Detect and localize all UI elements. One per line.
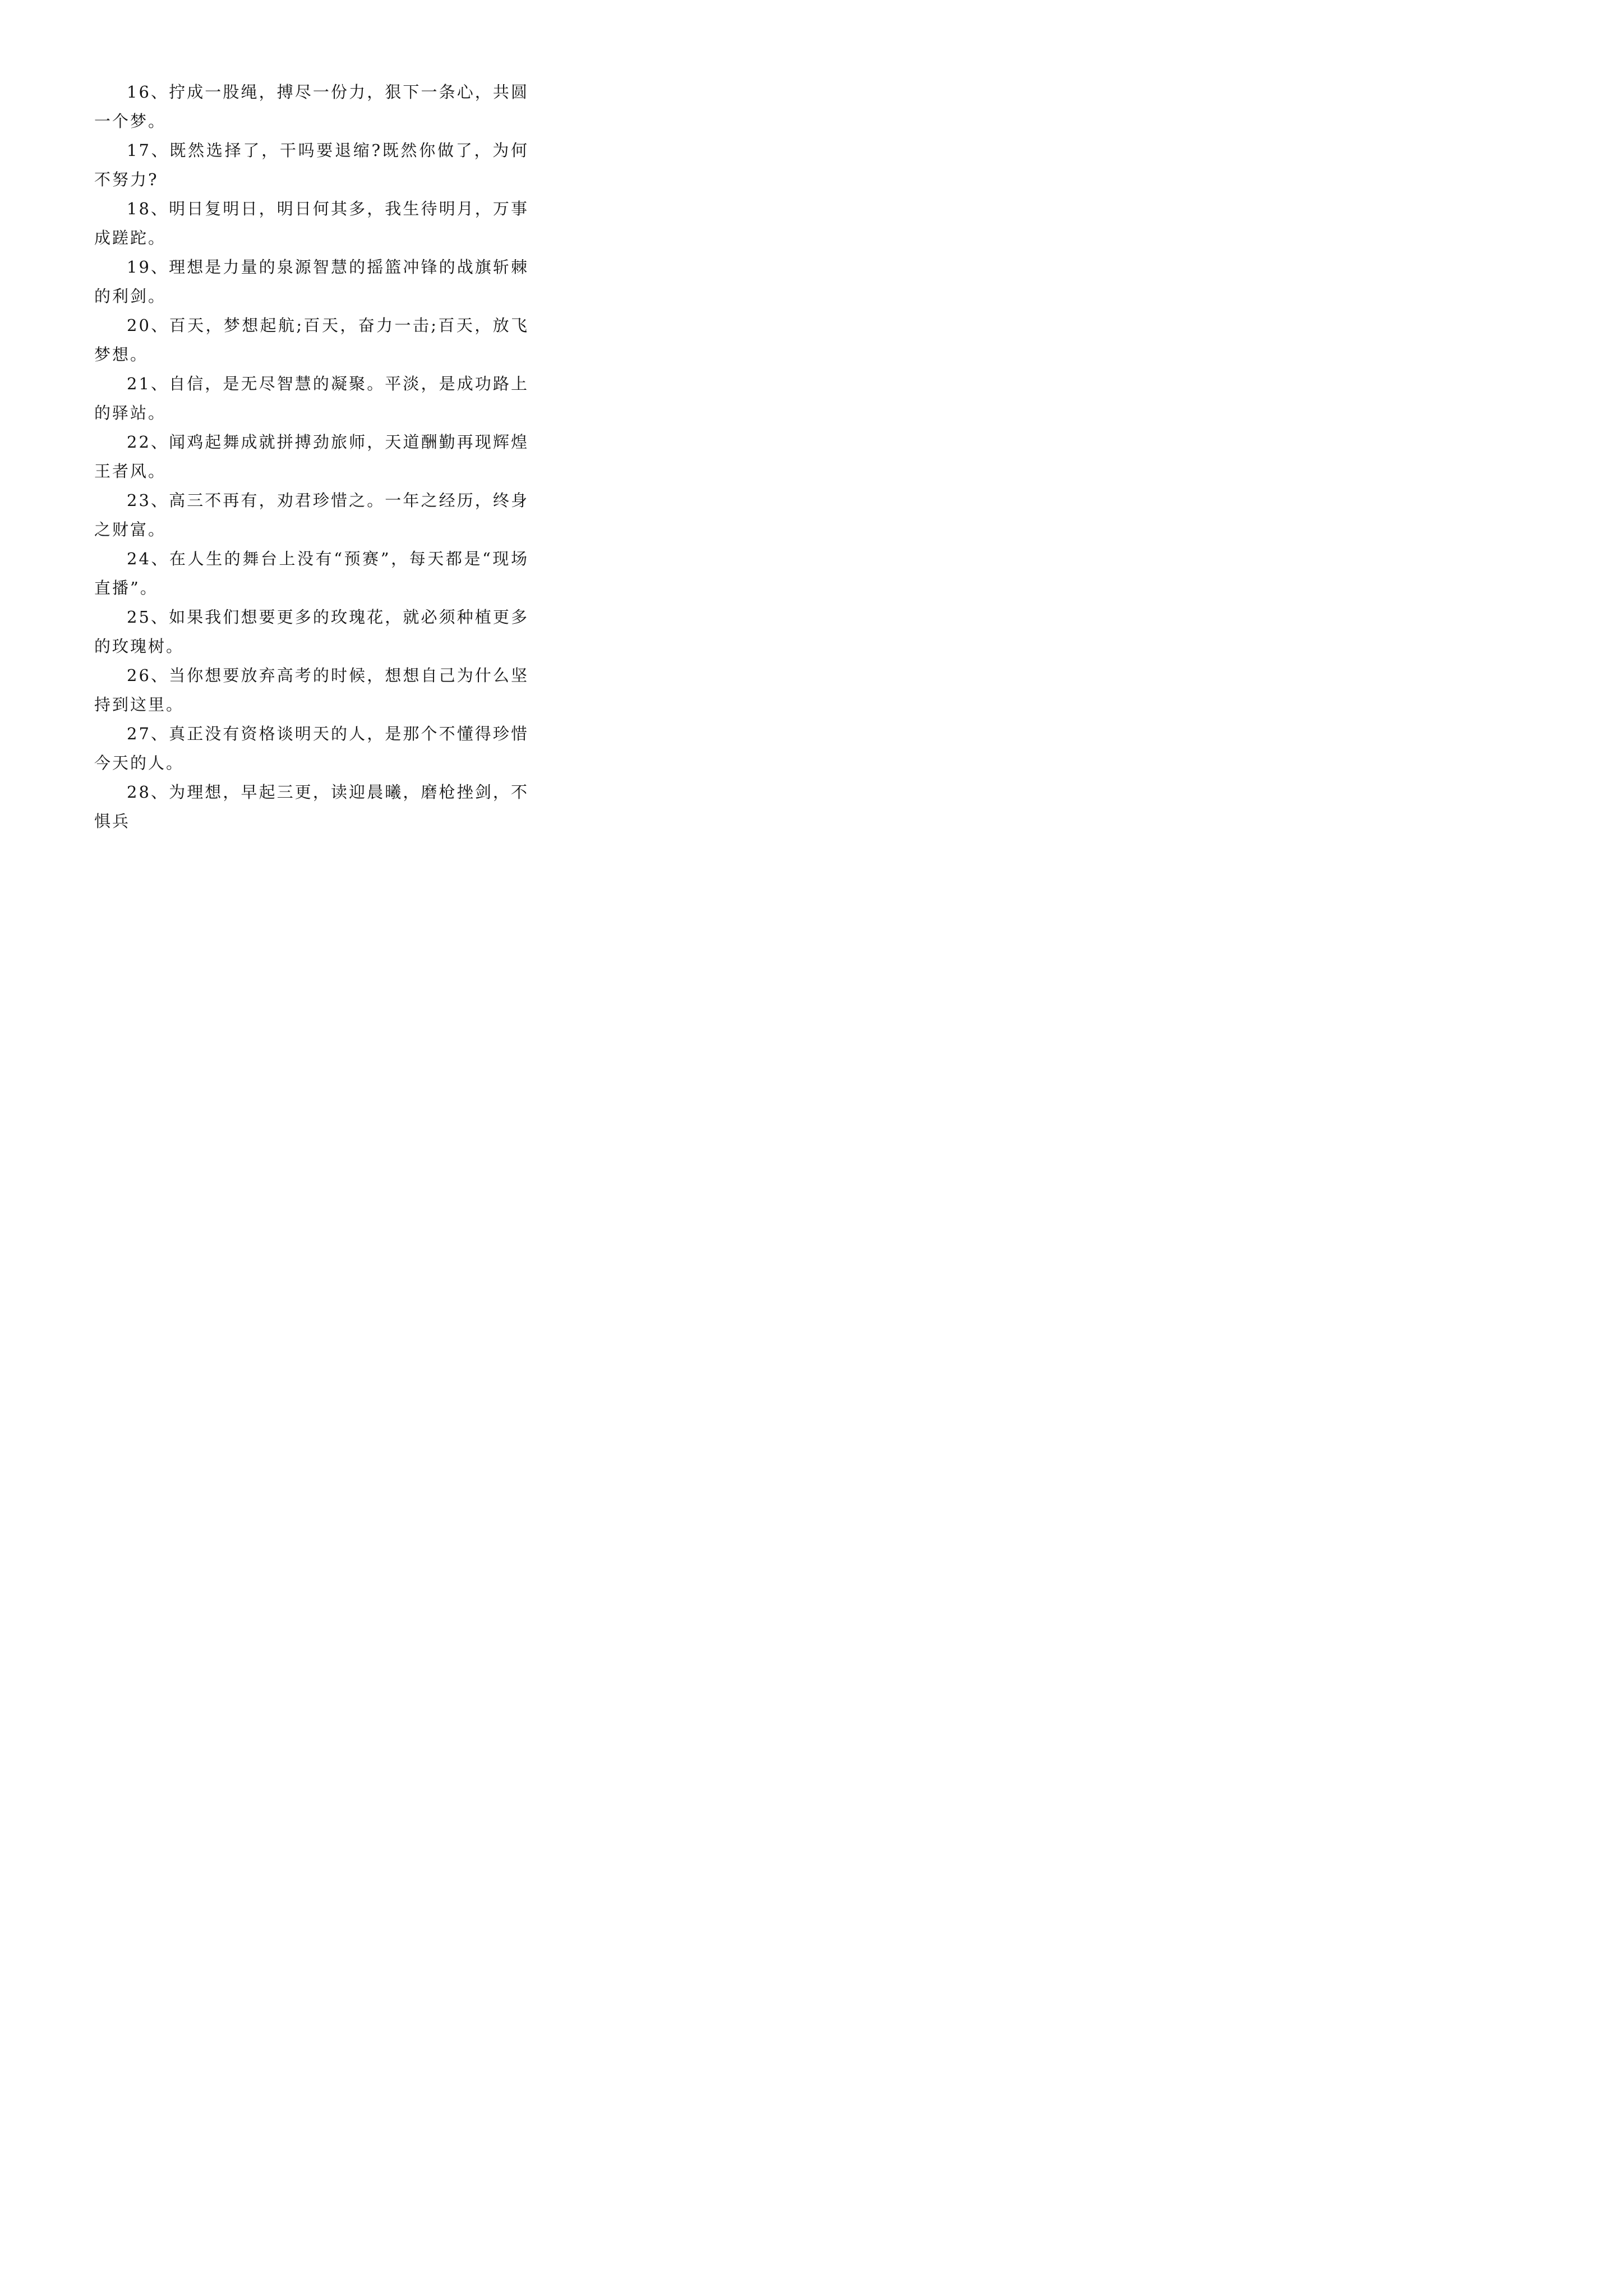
paragraph: 22、闻鸡起舞成就拼搏劲旅师，天道酬勤再现辉煌王者风。 [94, 432, 529, 481]
paragraph: 16、拧成一股绳，搏尽一份力，狠下一条心，共圆一个梦。 [94, 82, 529, 131]
paragraph: 27、真正没有资格谈明天的人，是那个不懂得珍惜今天的人。 [94, 724, 529, 772]
paragraph: 26、当你想要放弃高考的时候，想想自己为什么坚持到这里。 [94, 666, 529, 714]
paragraph: 18、明日复明日，明日何其多，我生待明月，万事成蹉跎。 [94, 199, 529, 247]
document-body [94, 77, 529, 836]
paragraph: 20、百天，梦想起航;百天，奋力一击;百天，放飞梦想。 [94, 316, 529, 364]
paragraph: 21、自信，是无尽智慧的凝聚。平淡，是成功路上的驿站。 [94, 374, 529, 422]
paragraph: 25、如果我们想要更多的玫瑰花，就必须种植更多的玫瑰树。 [94, 608, 529, 656]
paragraph: 24、在人生的舞台上没有“预赛”，每天都是“现场直播”。 [94, 549, 529, 597]
paragraph: 19、理想是力量的泉源智慧的摇篮冲锋的战旗斩棘的利剑。 [94, 257, 529, 306]
document-page [0, 0, 619, 875]
paragraph: 28、为理想，早起三更，读迎晨曦，磨枪挫剑，不惧兵 [94, 783, 529, 831]
paragraph: 23、高三不再有，劝君珍惜之。一年之经历，终身之财富。 [94, 491, 529, 539]
paragraph: 17、既然选择了，干吗要退缩?既然你做了，为何不努力? [94, 141, 529, 189]
